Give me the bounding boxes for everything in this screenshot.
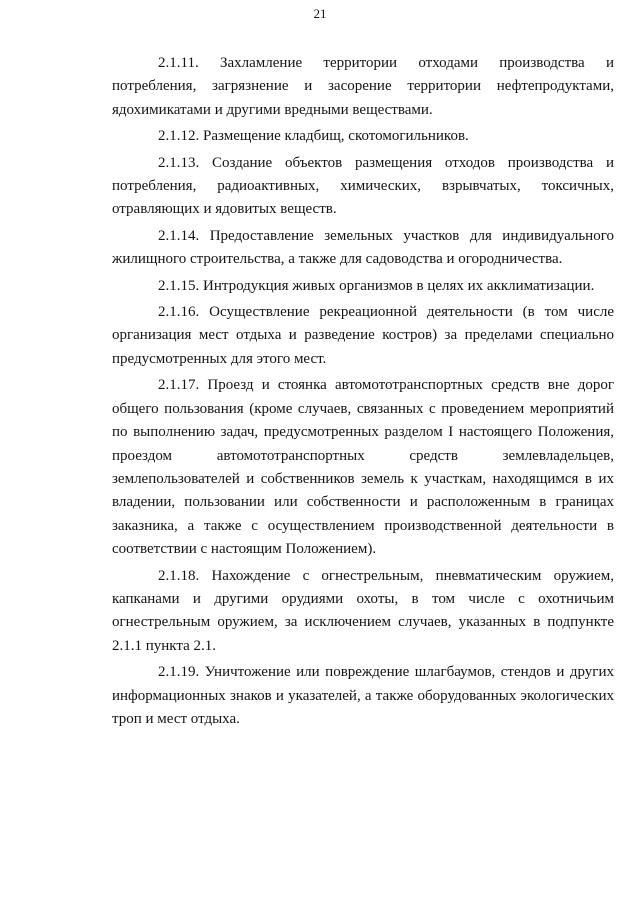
paragraph-2-1-16: 2.1.16. Осуществление рекреационной деятельности (в том числе организация мест отдыха и разведение костров) за пределами специально предусмотренных для этого мест. — [112, 304, 614, 367]
paragraph-2-1-19: 2.1.19. Уничтожение или повреждение шлагбаумов, стендов и других информационных знаков и указателей, а также оборудованных экологических троп и мест отдыха. — [112, 664, 614, 727]
paragraph-2-1-12: 2.1.12. Размещение кладбищ, скотомогильников. — [158, 128, 469, 145]
paragraph-2-1-13: 2.1.13. Создание объектов размещения отходов производства и потребления, радиоактивных, химических, взрывчатых, токсичных, отравляющих и ядовитых веществ. — [112, 154, 614, 218]
paragraph-2-1-15: 2.1.15. Интродукция живых организмов в целях их акклиматизации. — [158, 277, 595, 294]
page-number: 21 — [313, 6, 327, 21]
paragraph-2-1-11: 2.1.11. Захламление территории отходами производства и потребления, загрязнение и засорение территории нефтепродуктами, ядохимикатами и другими вредными веществами. — [112, 55, 614, 118]
document-body — [112, 52, 614, 734]
paragraph-2-1-17: 2.1.17. Проезд и стоянка автомототранспортных средств вне дорог общего пользования (кроме случаев, связанных с проведением мероприятий по выполнению задач, предусмотренных разделом I настоящего Положения, проездом автомототранспортных средств землевладельцев, землепользователей и собственников земель к участкам, находящимся в их владении, пользовании или собственности и расположенным в границах заказника, а также с осуществлением производственной деятельности в соответствии с настоящим Положением). — [112, 377, 614, 558]
paragraph-2-1-14: 2.1.14. Предоставление земельных участков для индивидуального жилищного строительства, а также для садоводства и огородничества. — [112, 227, 614, 268]
paragraph-2-1-18: 2.1.18. Нахождение с огнестрельным, пневматическим оружием, капканами и другими орудиями охоты, в том числе с охотничьим огнестрельным оружием, за исключением случаев, указанных в подпункте 2.1.1 пункта 2.1. — [112, 567, 614, 654]
